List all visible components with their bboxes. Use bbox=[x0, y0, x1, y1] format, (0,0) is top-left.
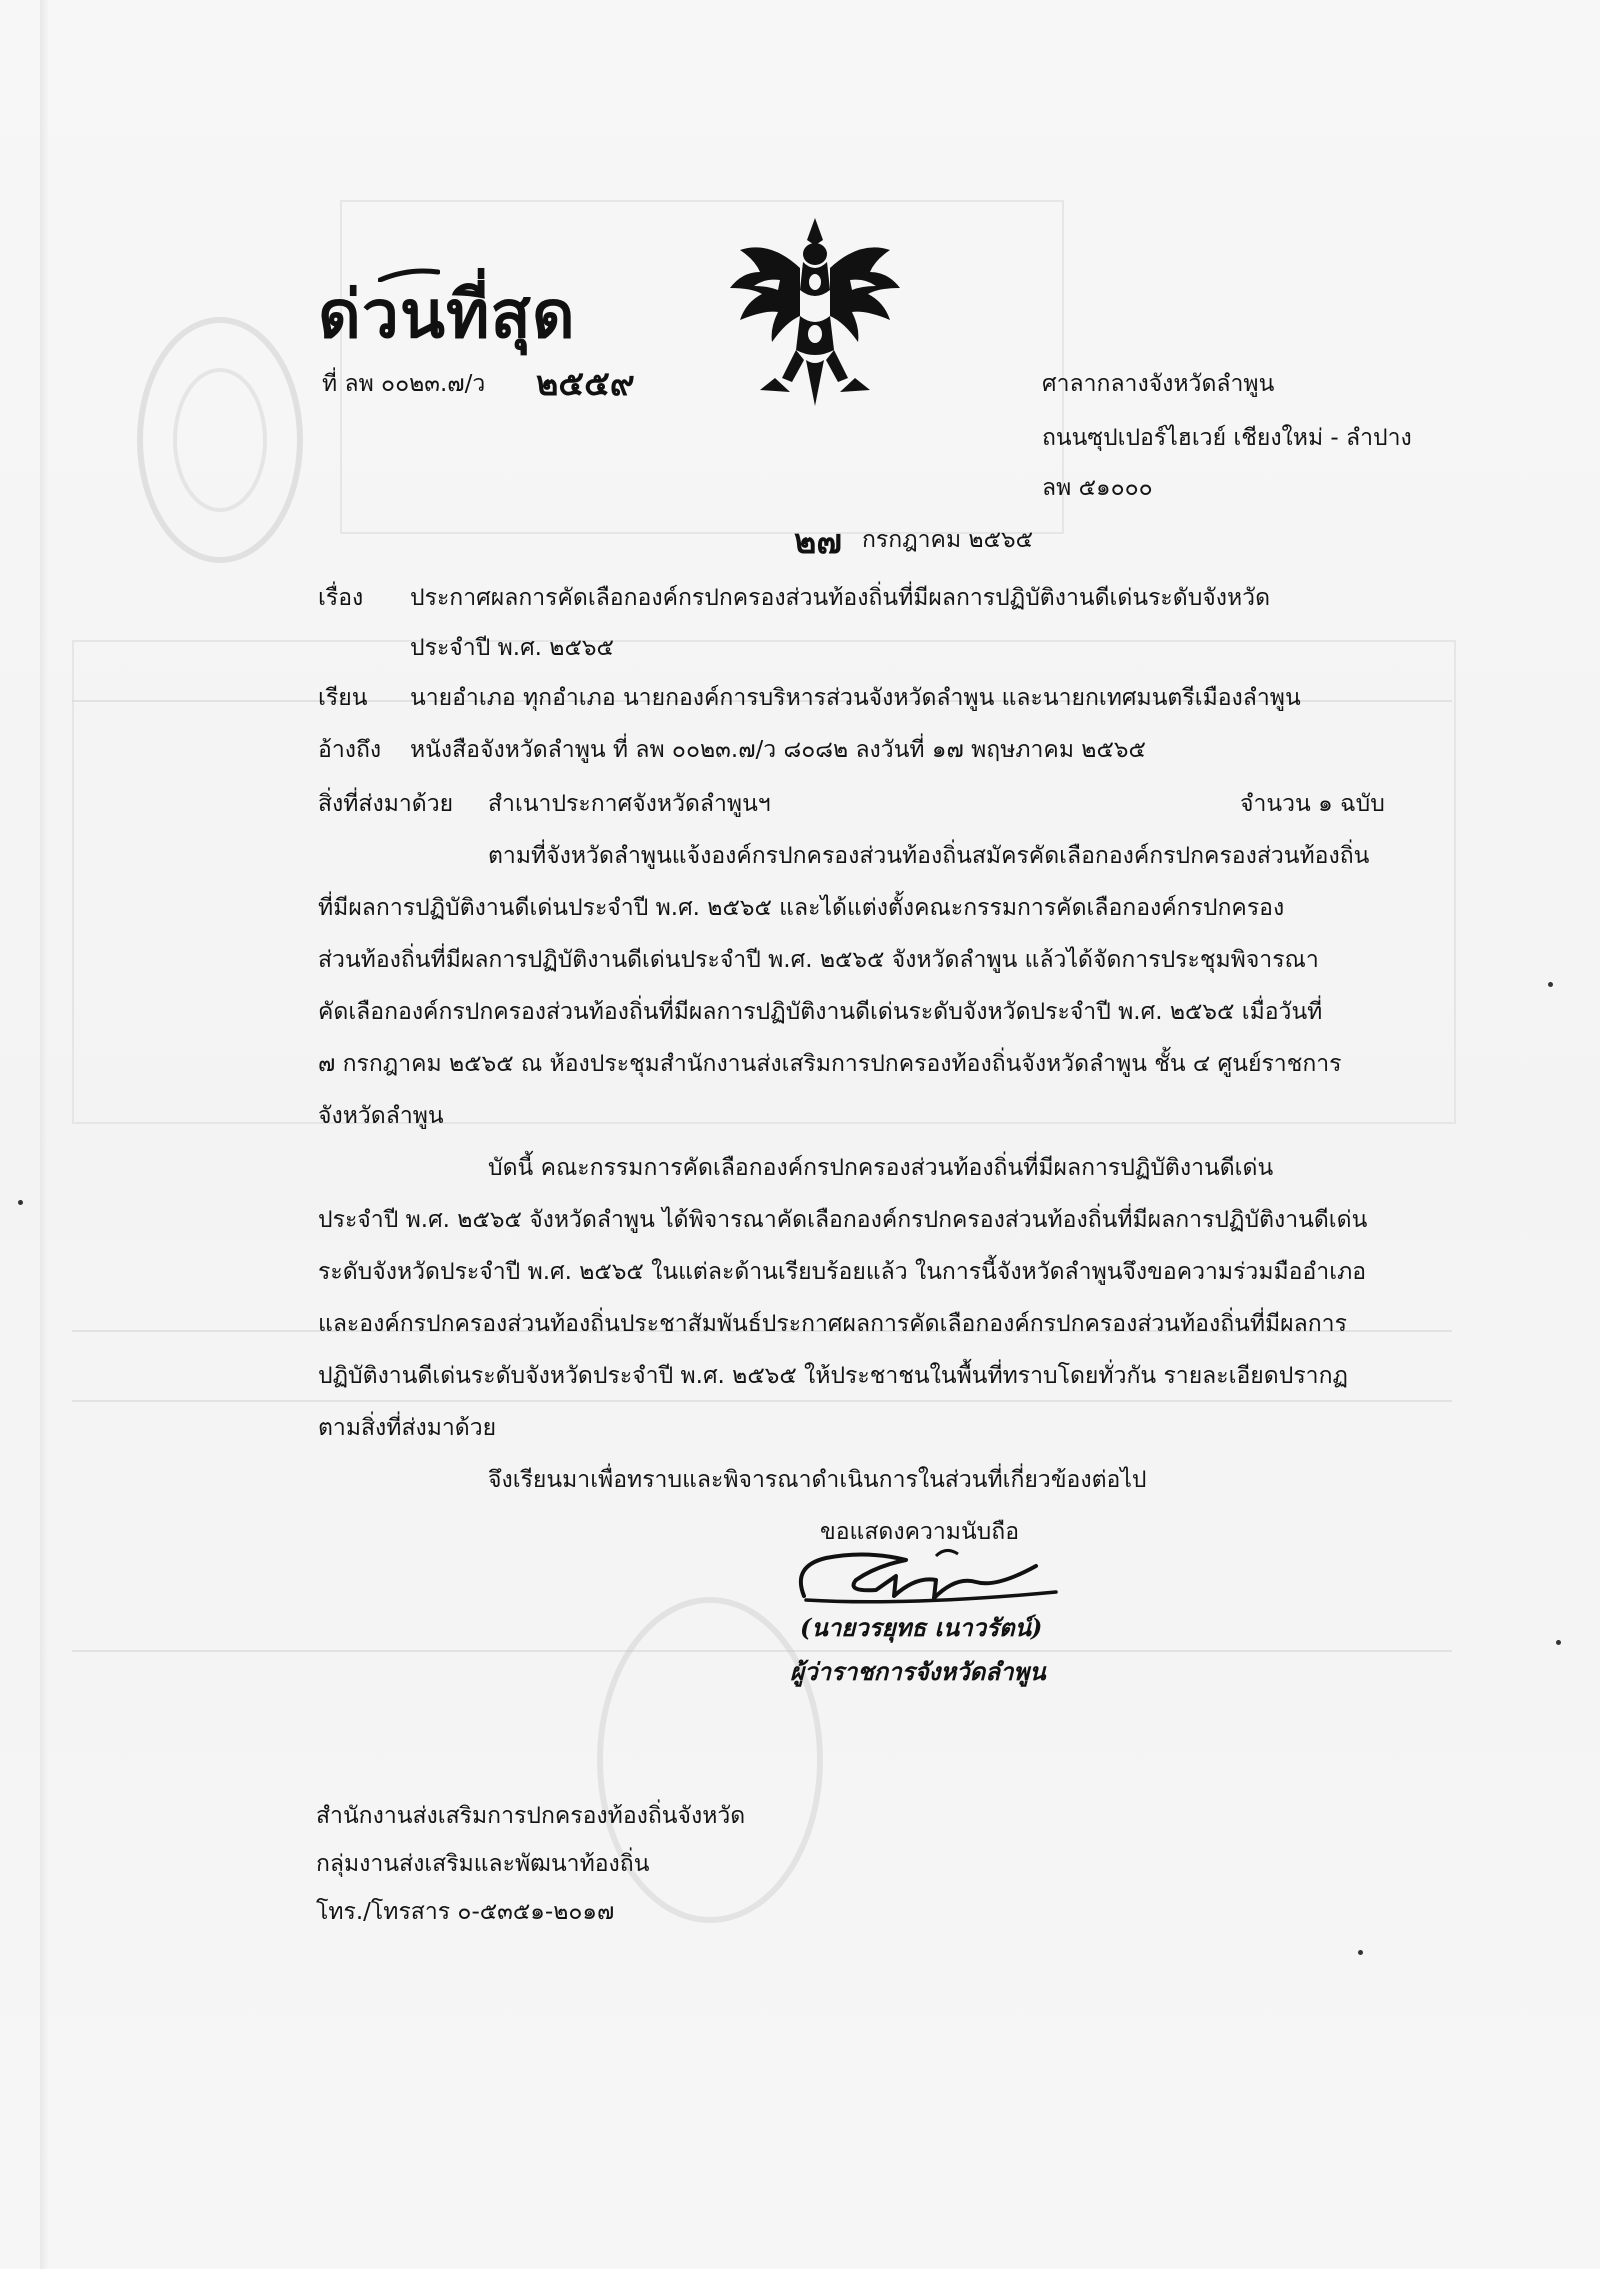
reference-number-handwritten: ๒๕๕๙ bbox=[536, 364, 635, 404]
para1-line: ส่วนท้องถิ่นที่มีผลการปฏิบัติงานดีเด่นประจำปี พ.ศ. ๒๕๖๕ จังหวัดลำพูน แล้วได้จัดการประชุมพิจารณา bbox=[318, 947, 1319, 973]
subject-line-2: ประจำปี พ.ศ. ๒๕๖๕ bbox=[410, 635, 614, 661]
scan-dot bbox=[18, 1200, 23, 1205]
date-day-handwritten: ๒๗ bbox=[794, 522, 842, 562]
enclosure-count: จำนวน ๑ ฉบับ bbox=[1240, 791, 1385, 817]
scan-dot bbox=[1358, 1950, 1363, 1955]
para2-line: และองค์กรปกครองส่วนท้องถิ่นประชาสัมพันธ์ประกาศผลการคัดเลือกองค์กรปกครองส่วนท้องถิ่นที่มีผลการ bbox=[318, 1311, 1347, 1337]
reference-number-prefix: ที่ ลพ ๐๐๒๓.๗/ว bbox=[322, 371, 486, 397]
closing-salutation: ขอแสดงความนับถือ bbox=[820, 1519, 1020, 1545]
para2-line: ปฏิบัติงานดีเด่นระดับจังหวัดประจำปี พ.ศ. ๒๕๖๕ ให้ประชาชนในพื้นที่ทราบโดยทั่วกัน รายละเอียดปรากฏ bbox=[318, 1363, 1348, 1389]
address-line-1: ศาลากลางจังหวัดลำพูน bbox=[1042, 371, 1275, 397]
bleed-line bbox=[72, 1400, 1452, 1402]
para1-line: ที่มีผลการปฏิบัติงานดีเด่นประจำปี พ.ศ. ๒๕๖๕ และได้แต่งตั้งคณะกรรมการคัดเลือกองค์กรปกครอง bbox=[318, 895, 1285, 921]
urgency-label: ด่วนที่สุด bbox=[318, 275, 576, 353]
to-recipients: นายอำเภอ ทุกอำเภอ นายกองค์การบริหารส่วนจังหวัดลำพูน และนายกเทศมนตรีเมืองลำพูน bbox=[410, 685, 1301, 711]
scan-dot bbox=[1556, 1640, 1561, 1645]
garuda-emblem-icon bbox=[720, 210, 910, 410]
reference-label: อ้างถึง bbox=[318, 737, 382, 763]
para1-line: ๗ กรกฎาคม ๒๕๖๕ ณ ห้องประชุมสำนักงานส่งเสริมการปกครองท้องถิ่นจังหวัดลำพูน ชั้น ๔ ศูนย์ราชการ bbox=[318, 1051, 1342, 1077]
footer-office: สำนักงานส่งเสริมการปกครองท้องถิ่นจังหวัด bbox=[316, 1803, 746, 1829]
signatory-name: (นายวรยุทธ เนาวรัตน์) bbox=[800, 1613, 1043, 1642]
footer-division: กลุ่มงานส่งเสริมและพัฒนาท้องถิ่น bbox=[316, 1851, 650, 1877]
enclosure-text: สำเนาประกาศจังหวัดลำพูนฯ bbox=[488, 791, 771, 817]
bleed-emblem bbox=[120, 290, 320, 590]
closing-request: จึงเรียนมาเพื่อทราบและพิจารณาดำเนินการในส่วนที่เกี่ยวข้องต่อไป bbox=[488, 1467, 1147, 1493]
para2-line: ประจำปี พ.ศ. ๒๕๖๕ จังหวัดลำพูน ได้พิจารณาคัดเลือกองค์กรปกครองส่วนท้องถิ่นที่มีผลการปฏิบัติงานดีเด่น bbox=[318, 1207, 1368, 1233]
reference-letter: หนังสือจังหวัดลำพูน ที่ ลพ ๐๐๒๓.๗/ว ๘๐๘๒ ลงวันที่ ๑๗ พฤษภาคม ๒๕๖๕ bbox=[410, 737, 1146, 763]
address-line-2: ถนนซุปเปอร์ไฮเวย์ เชียงใหม่ - ลำปาง bbox=[1042, 425, 1412, 451]
subject-label: เรื่อง bbox=[318, 585, 364, 611]
para1-line: ตามที่จังหวัดลำพูนแจ้งองค์กรปกครองส่วนท้องถิ่นสมัครคัดเลือกองค์กรปกครองส่วนท้องถิ่น bbox=[488, 843, 1370, 869]
to-label: เรียน bbox=[318, 685, 368, 711]
enclosure-label: สิ่งที่ส่งมาด้วย bbox=[318, 791, 454, 817]
footer-phone: โทร./โทรสาร ๐-๕๓๕๑-๒๐๑๗ bbox=[316, 1899, 615, 1925]
para1-line: จังหวัดลำพูน bbox=[318, 1103, 444, 1129]
scan-dot bbox=[1548, 982, 1553, 987]
address-line-3: ลพ ๕๑๐๐๐ bbox=[1042, 475, 1153, 501]
para1-line: คัดเลือกองค์กรปกครองส่วนท้องถิ่นที่มีผลการปฏิบัติงานดีเด่นระดับจังหวัดประจำปี พ.ศ. ๒๕๖๕ เมื่อวันที่ bbox=[318, 999, 1323, 1025]
scan-edge bbox=[40, 0, 48, 2269]
para2-line: ตามสิ่งที่ส่งมาด้วย bbox=[318, 1415, 497, 1441]
signatory-title: ผู้ว่าราชการจังหวัดลำพูน bbox=[790, 1657, 1046, 1686]
para2-line: บัดนี้ คณะกรรมการคัดเลือกองค์กรปกครองส่วนท้องถิ่นที่มีผลการปฏิบัติงานดีเด่น bbox=[488, 1155, 1274, 1181]
date-month-year: กรกฎาคม ๒๕๖๕ bbox=[862, 527, 1033, 553]
subject-line-1: ประกาศผลการคัดเลือกองค์กรปกครองส่วนท้องถิ่นที่มีผลการปฏิบัติงานดีเด่นระดับจังหวัด bbox=[410, 585, 1271, 611]
para2-line: ระดับจังหวัดประจำปี พ.ศ. ๒๕๖๕ ในแต่ละด้านเรียบร้อยแล้ว ในการนี้จังหวัดลำพูนจึงขอความร่วมมืออำเภอ bbox=[318, 1259, 1367, 1285]
